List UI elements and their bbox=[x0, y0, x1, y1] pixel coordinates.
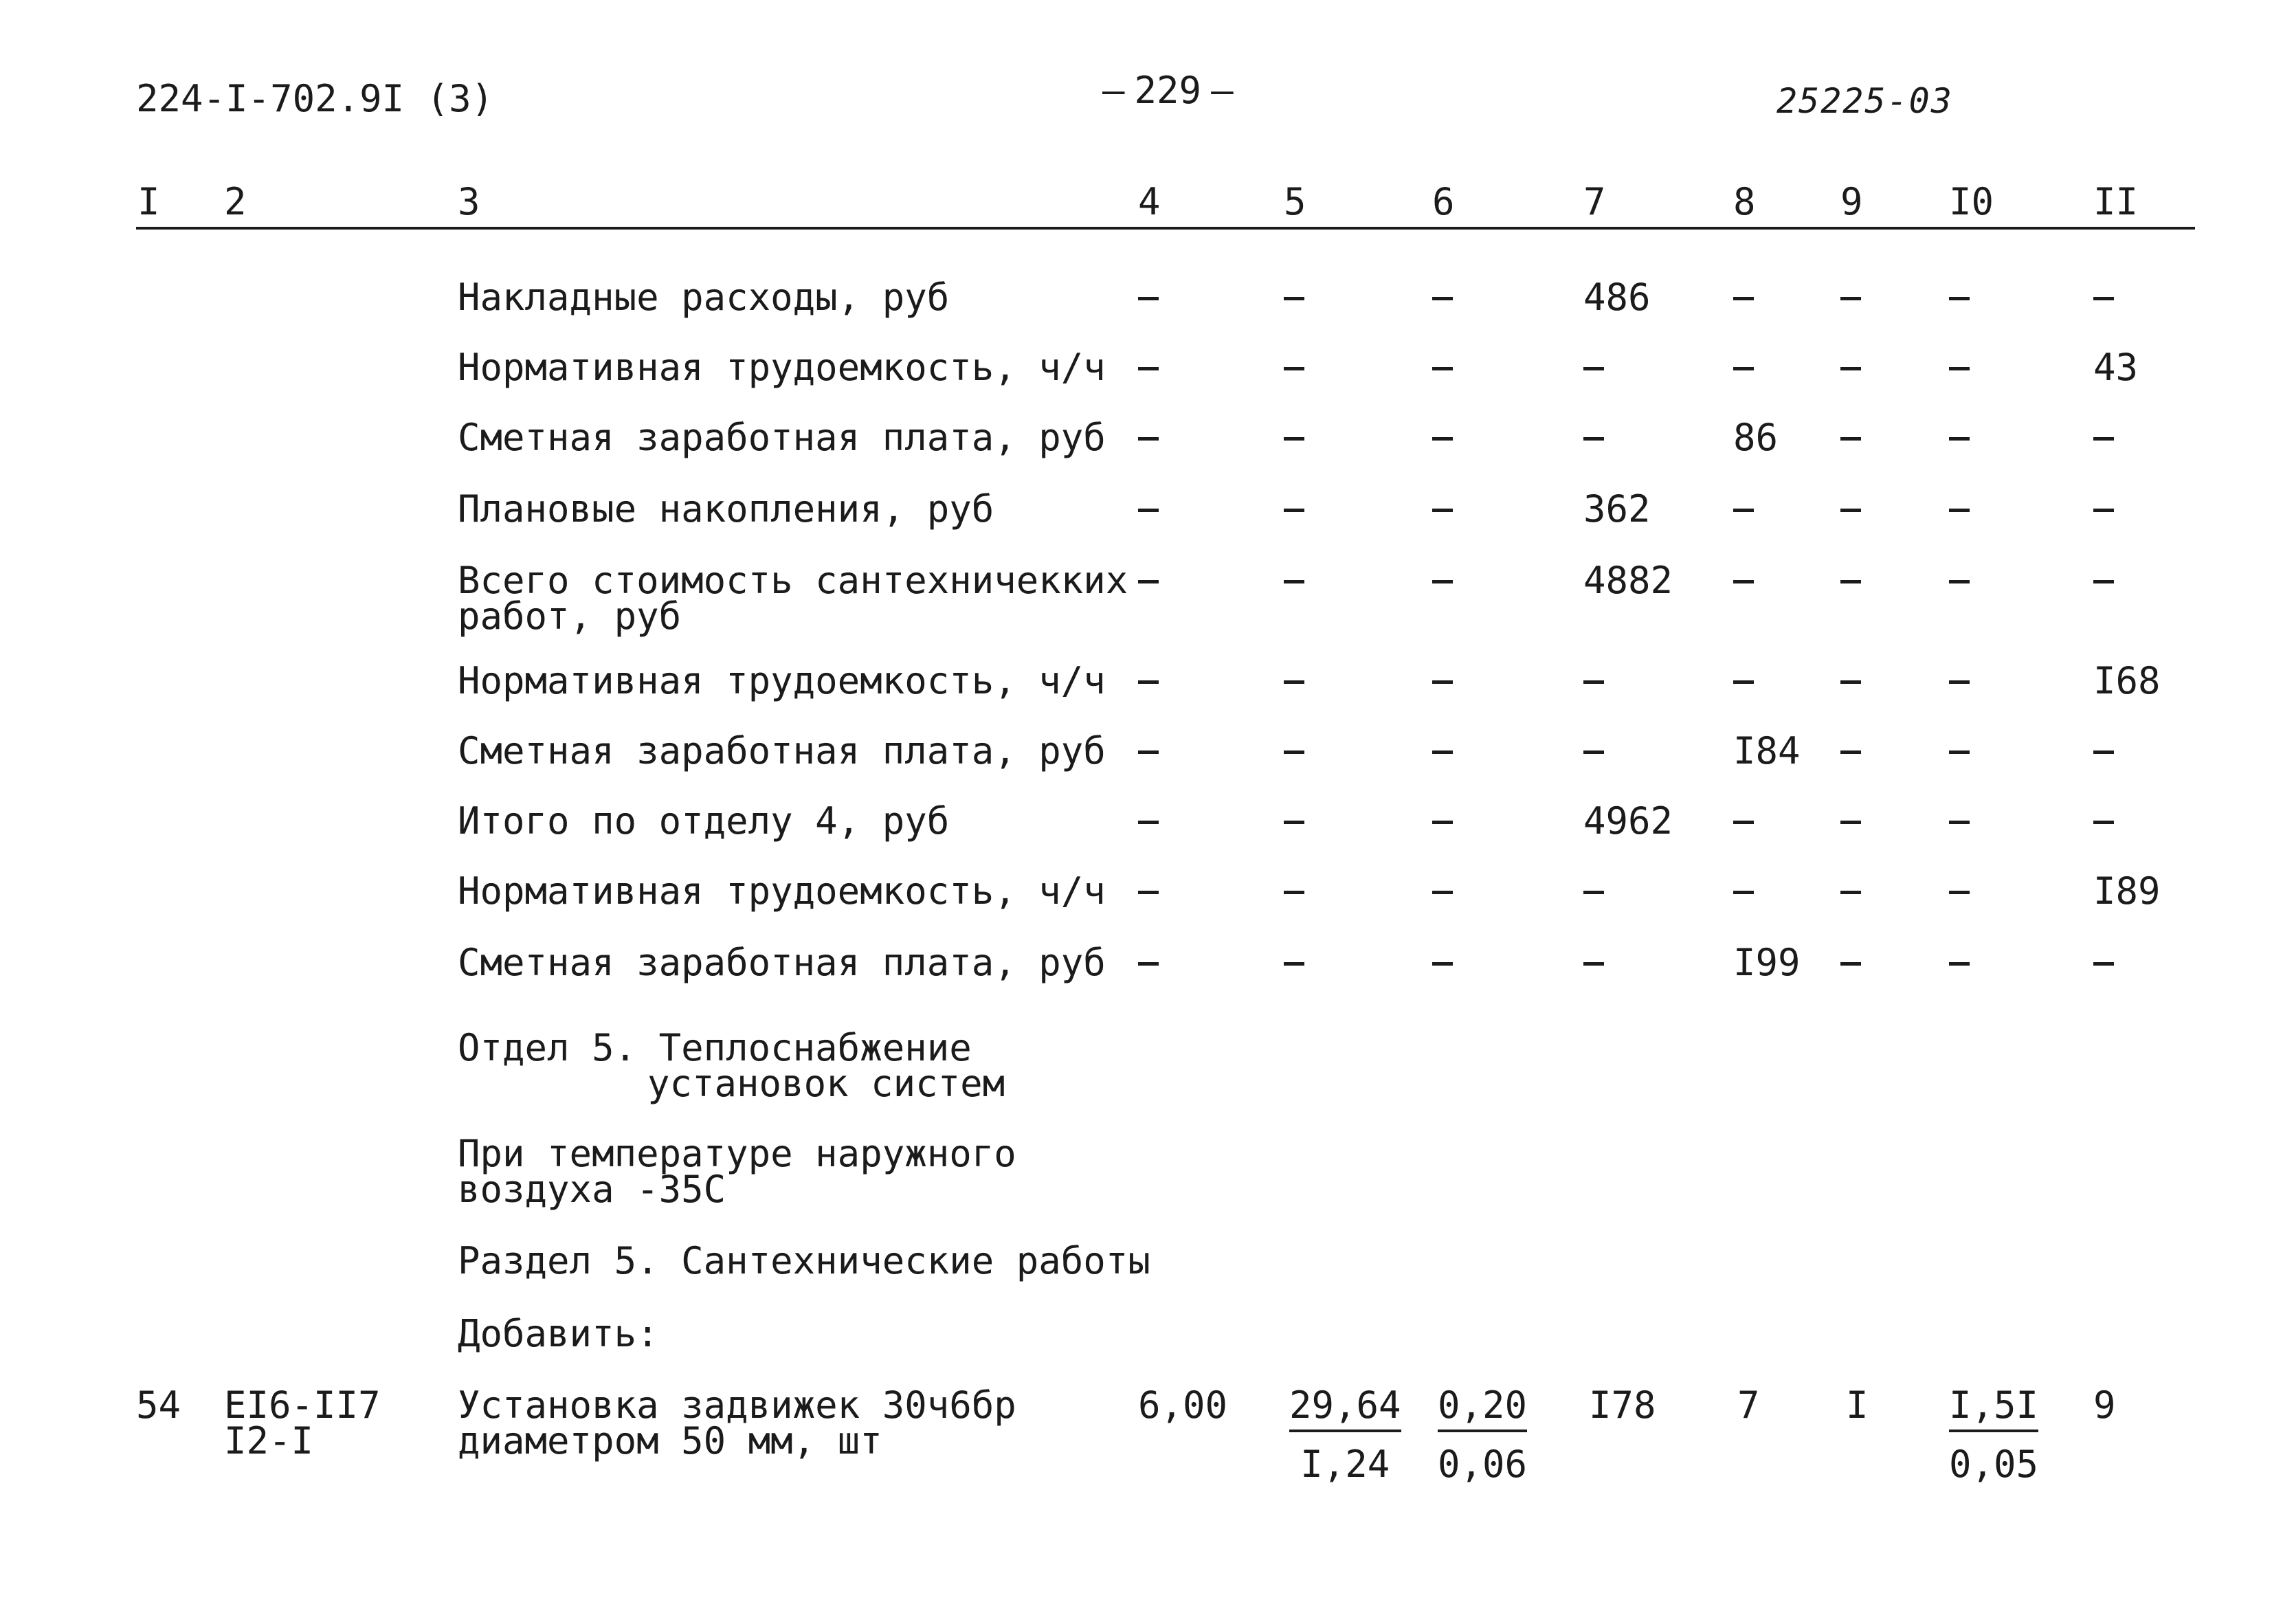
row-dash-c4 bbox=[1138, 663, 1159, 684]
row-dash-c10 bbox=[1949, 562, 1970, 583]
row-dash-c11 bbox=[2093, 279, 2114, 300]
item-col4: 6,00 bbox=[1138, 1383, 1228, 1427]
row-dash-c11 bbox=[2093, 419, 2114, 441]
row-dash-c10 bbox=[1949, 279, 1970, 300]
row-value-c8: I84 bbox=[1733, 729, 1801, 772]
item-col5-top: 29,64 bbox=[1289, 1387, 1401, 1432]
row-value-c8: 86 bbox=[1733, 416, 1779, 459]
column-header-10: I0 bbox=[1949, 180, 1994, 223]
row-dash-c9 bbox=[1840, 279, 1861, 300]
item-col11: 9 bbox=[2093, 1383, 2116, 1427]
item-code-line1: EI6-II7 bbox=[224, 1383, 381, 1427]
row-dash-c8 bbox=[1733, 873, 1754, 894]
item-col10-top: I,5I bbox=[1949, 1387, 2038, 1432]
row-dash-c10 bbox=[1949, 349, 1970, 370]
row-dash-c4 bbox=[1138, 873, 1159, 894]
row-value-c7: 486 bbox=[1583, 276, 1651, 319]
row-dash-c9 bbox=[1840, 349, 1861, 370]
row-label: Итого по отделу 4, руб bbox=[458, 799, 950, 843]
item-col10-bottom: 0,05 bbox=[1949, 1443, 2039, 1486]
row-dash-c4 bbox=[1138, 419, 1159, 441]
row-dash-c8 bbox=[1733, 491, 1754, 512]
row-label-line2: работ, руб bbox=[458, 594, 682, 638]
column-header-5: 5 bbox=[1284, 180, 1306, 223]
row-dash-c9 bbox=[1840, 663, 1861, 684]
column-header-4: 4 bbox=[1138, 180, 1161, 223]
row-dash-c5 bbox=[1284, 562, 1304, 583]
row-dash-c6 bbox=[1432, 279, 1453, 300]
row-value-c8: I99 bbox=[1733, 941, 1801, 984]
column-header-3: 3 bbox=[458, 180, 480, 223]
row-label: Нормативная трудоемкость, ч/ч bbox=[458, 346, 1106, 389]
row-dash-c8 bbox=[1733, 803, 1754, 824]
row-dash-c4 bbox=[1138, 279, 1159, 300]
row-dash-c5 bbox=[1284, 944, 1304, 966]
item-col9: I bbox=[1846, 1383, 1869, 1427]
row-dash-c5 bbox=[1284, 491, 1304, 512]
row-dash-c4 bbox=[1138, 349, 1159, 370]
row-dash-c4 bbox=[1138, 491, 1159, 512]
item-number: 54 bbox=[136, 1383, 181, 1427]
row-label: Плановые накопления, руб bbox=[458, 487, 994, 531]
column-header-1: I bbox=[137, 180, 160, 223]
document-code: 224-I-702.9I (3) bbox=[136, 77, 494, 120]
row-dash-c9 bbox=[1840, 803, 1861, 824]
row-dash-c5 bbox=[1284, 419, 1304, 441]
row-dash-c7 bbox=[1583, 873, 1604, 894]
row-dash-c5 bbox=[1284, 803, 1304, 824]
row-label: Сметная заработная плата, руб bbox=[458, 729, 1106, 772]
row-dash-c6 bbox=[1432, 491, 1453, 512]
column-header-6: 6 bbox=[1432, 180, 1455, 223]
row-dash-c9 bbox=[1840, 562, 1861, 583]
row-value-c7: 4962 bbox=[1583, 799, 1673, 843]
temperature-line2: воздуха -35С bbox=[458, 1168, 726, 1211]
row-dash-c9 bbox=[1840, 491, 1861, 512]
page-number-dash-right: – bbox=[1211, 69, 1234, 112]
row-dash-c10 bbox=[1949, 944, 1970, 966]
column-header-2: 2 bbox=[224, 180, 247, 223]
row-dash-c4 bbox=[1138, 944, 1159, 966]
row-dash-c4 bbox=[1138, 562, 1159, 583]
column-header-7: 7 bbox=[1583, 180, 1606, 223]
row-dash-c7 bbox=[1583, 944, 1604, 966]
row-dash-c6 bbox=[1432, 873, 1453, 894]
page-number bbox=[1093, 69, 1243, 112]
row-dash-c6 bbox=[1432, 349, 1453, 370]
row-dash-c7 bbox=[1583, 349, 1604, 370]
archive-number: 25225-03 bbox=[1777, 81, 1953, 121]
row-dash-c11 bbox=[2093, 562, 2114, 583]
row-label: Сметная заработная плата, руб bbox=[458, 941, 1106, 984]
row-dash-c4 bbox=[1138, 733, 1159, 754]
row-dash-c6 bbox=[1432, 663, 1453, 684]
row-dash-c7 bbox=[1583, 419, 1604, 441]
section-otdel-line2: установок систем bbox=[647, 1062, 1005, 1105]
item-name-line1: Установка задвижек 30ч6бр bbox=[458, 1383, 1016, 1427]
row-dash-c6 bbox=[1432, 944, 1453, 966]
row-dash-c8 bbox=[1733, 663, 1754, 684]
row-dash-c10 bbox=[1949, 663, 1970, 684]
column-header-8: 8 bbox=[1733, 180, 1756, 223]
item-col8: 7 bbox=[1737, 1383, 1760, 1427]
row-dash-c5 bbox=[1284, 733, 1304, 754]
item-col6-bottom: 0,06 bbox=[1438, 1443, 1528, 1486]
row-dash-c10 bbox=[1949, 873, 1970, 894]
column-header-9: 9 bbox=[1840, 180, 1863, 223]
row-label: Всего стоимость сантехничекких bbox=[458, 559, 1128, 602]
row-dash-c5 bbox=[1284, 349, 1304, 370]
row-dash-c9 bbox=[1840, 873, 1861, 894]
row-dash-c6 bbox=[1432, 562, 1453, 583]
row-dash-c6 bbox=[1432, 419, 1453, 441]
row-dash-c9 bbox=[1840, 733, 1861, 754]
row-dash-c9 bbox=[1840, 419, 1861, 441]
row-label: Нормативная трудоемкость, ч/ч bbox=[458, 659, 1106, 702]
header-rule bbox=[136, 227, 2195, 230]
item-name-line2: диаметром 50 мм, шт bbox=[458, 1419, 882, 1462]
row-dash-c10 bbox=[1949, 491, 1970, 512]
section-razdel: Раздел 5. Сантехнические работы bbox=[458, 1239, 1150, 1282]
item-col6-top: 0,20 bbox=[1438, 1387, 1527, 1432]
row-dash-c5 bbox=[1284, 663, 1304, 684]
row-value-c7: 4882 bbox=[1583, 559, 1673, 602]
row-value-c11: I68 bbox=[2093, 659, 2161, 702]
row-dash-c11 bbox=[2093, 803, 2114, 824]
temperature-line1: При температуре наружного bbox=[458, 1132, 1016, 1175]
row-dash-c10 bbox=[1949, 733, 1970, 754]
row-dash-c7 bbox=[1583, 733, 1604, 754]
item-col5-bottom: I,24 bbox=[1300, 1443, 1390, 1486]
row-dash-c5 bbox=[1284, 873, 1304, 894]
page-number-value: 229 bbox=[1134, 69, 1202, 112]
row-dash-c4 bbox=[1138, 803, 1159, 824]
page-number-dash-left: – bbox=[1102, 69, 1125, 112]
section-otdel-line1: Отдел 5. Теплоснабжение bbox=[458, 1026, 972, 1069]
item-col5-fraction bbox=[1289, 1383, 1401, 1486]
row-dash-c8 bbox=[1733, 349, 1754, 370]
item-code-line2: I2-I bbox=[224, 1419, 314, 1462]
row-dash-c5 bbox=[1284, 279, 1304, 300]
row-dash-c9 bbox=[1840, 944, 1861, 966]
row-value-c11: 43 bbox=[2093, 346, 2139, 389]
row-dash-c7 bbox=[1583, 663, 1604, 684]
row-value-c7: 362 bbox=[1583, 487, 1651, 531]
row-dash-c8 bbox=[1733, 562, 1754, 583]
row-dash-c11 bbox=[2093, 944, 2114, 966]
item-col10-fraction bbox=[1949, 1383, 2039, 1486]
row-dash-c6 bbox=[1432, 803, 1453, 824]
row-label: Накладные расходы, руб bbox=[458, 276, 950, 319]
row-dash-c6 bbox=[1432, 733, 1453, 754]
row-dash-c8 bbox=[1733, 279, 1754, 300]
dobavit-label: Добавить: bbox=[458, 1312, 659, 1355]
row-dash-c11 bbox=[2093, 491, 2114, 512]
item-col6-fraction bbox=[1438, 1383, 1528, 1486]
item-col7: I78 bbox=[1589, 1383, 1656, 1427]
row-dash-c10 bbox=[1949, 803, 1970, 824]
row-label: Сметная заработная плата, руб bbox=[458, 416, 1106, 459]
row-dash-c11 bbox=[2093, 733, 2114, 754]
row-value-c11: I89 bbox=[2093, 869, 2161, 913]
row-dash-c10 bbox=[1949, 419, 1970, 441]
column-header-11: II bbox=[2093, 180, 2139, 223]
row-label: Нормативная трудоемкость, ч/ч bbox=[458, 869, 1106, 913]
